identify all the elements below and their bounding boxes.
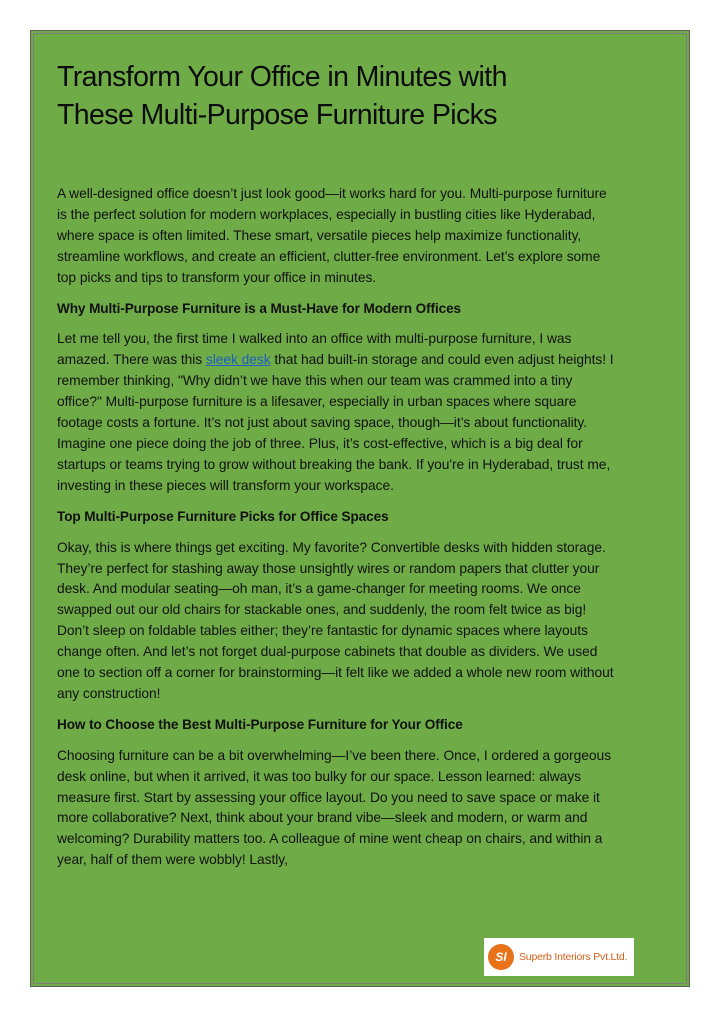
section-heading-top-picks: Top Multi-Purpose Furniture Picks for Office Spaces [57,508,389,524]
title-line-2: These Multi-Purpose Furniture Picks [57,99,497,131]
logo-company-name: Superb Interiors Pvt.Ltd. [519,951,628,963]
intro-paragraph: A well-designed office doesn’t just look good—it works hard for you. Multi-purpose furniture is the perfect solution for modern workplaces, especially in bustling cities like Hyderabad, where space is often limited. These smart, versatile pieces help maximize functionality, streamline workflows, and create an efficient, clutter-free environment. Let’s explore some top picks and tips to transform your office in minutes. [57,186,607,285]
article [57,58,617,871]
paragraph-text-before-link: Let me tell you, the first time I walked into an office with multi-purpose furniture, I was amazed. There was this [57,331,572,368]
section-paragraph-how-to-choose: Choosing furniture can be a bit overwhelming—I’ve been there. Once, I ordered a gorgeous desk online, but when it arrived, it was too bulky for our space. Lesson learned: always measure first. Start by assessing your office layout. Do you need to save space or make it more collaborative? Next, think about your brand vibe—sleek and modern, or warm and welcoming? Durability matters too. A colleague of mine went cheap on chairs, and within a year, half of them were wobbly! Lastly, [57,747,611,868]
title-line-1: Transform Your Office in Minutes with [57,61,507,93]
company-logo [484,938,634,976]
paragraph-text-after-link: that had built-in storage and could even adjust heights! I remember thinking, "Why didn’t we have this when our team was crammed into a tiny office?" Multi-purpose furniture is a lifesaver, especially in urban spaces where square footage costs a fortune. It’s not just about saving space, though—it’s about functionality. Imagine one piece doing the job of three. Plus, it’s cost-effective, which is a big deal for startups or teams trying to grow without breaking the bank. If you're in Hyderabad, trust me, investing in these pieces will transform your workspace. [57,352,614,493]
section-paragraph-why [57,329,617,496]
logo-mark-icon: SI [488,944,514,970]
section-heading-why: Why Multi-Purpose Furniture is a Must-Have for Modern Offices [57,300,462,316]
section-heading-how-to-choose: How to Choose the Best Multi-Purpose Furniture for Your Office [57,716,463,732]
article-title [57,58,617,134]
sleek-desk-link[interactable]: sleek desk [205,352,271,368]
section-paragraph-top-picks: Okay, this is where things get exciting. My favorite? Convertible desks with hidden storage. They’re perfect for stashing away those unsightly wires or random papers that clutter your desk. And modular seating—oh man, it’s a game-changer for meeting rooms. We once swapped out our old chairs for stackable ones, and suddenly, the room felt twice as big! Don’t sleep on foldable tables either; they’re fantastic for dynamic spaces where layouts change often. And let’s not forget dual-purpose cabinets that double as dividers. We used one to section off a corner for brainstorming—it felt like we added a whole new room without any construction! [57,539,614,701]
